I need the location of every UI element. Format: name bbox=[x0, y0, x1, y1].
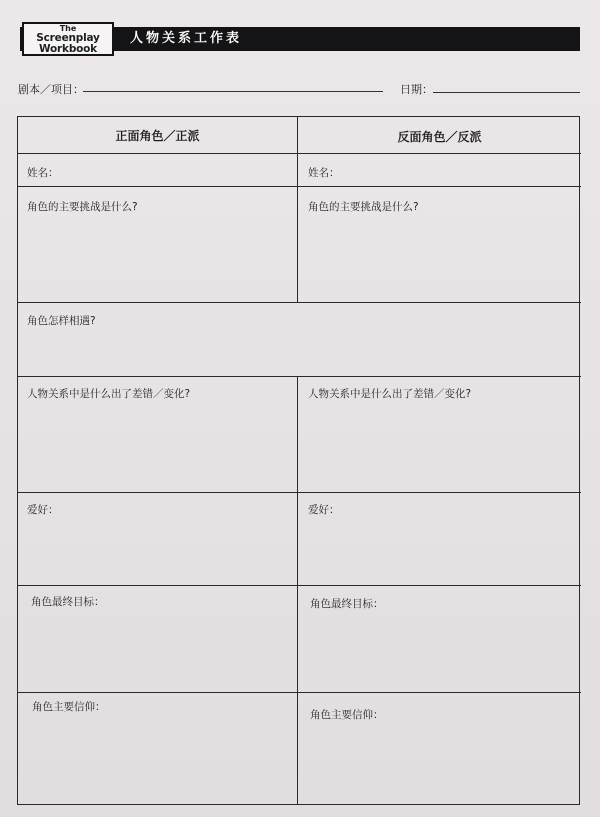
logo-line-2: Screenplay bbox=[36, 32, 100, 44]
screenplay-workbook-logo bbox=[22, 22, 114, 56]
row-divider bbox=[18, 492, 581, 493]
protagonist-goal-field[interactable]: 角色最终目标： bbox=[31, 596, 105, 608]
row-divider bbox=[18, 692, 581, 693]
antagonist-name-field[interactable]: 姓名： bbox=[308, 167, 340, 179]
row-divider bbox=[18, 302, 581, 303]
protagonist-challenge-field[interactable]: 角色的主要挑战是什么? bbox=[27, 201, 138, 213]
antagonist-goal-field[interactable]: 角色最终目标： bbox=[310, 598, 384, 610]
antagonist-challenge-field[interactable]: 角色的主要挑战是什么? bbox=[308, 201, 419, 213]
protagonist-relationship-change-field[interactable]: 人物关系中是什么出了差错／变化? bbox=[27, 388, 191, 400]
page-title: 人物关系工作表 bbox=[130, 31, 243, 46]
row-divider bbox=[18, 186, 581, 187]
antagonist-column-header: 反面角色／反派 bbox=[397, 130, 482, 144]
row-divider bbox=[18, 153, 581, 154]
date-label: 日期： bbox=[400, 83, 433, 96]
logo-line-1: The bbox=[59, 24, 77, 33]
protagonist-column-header: 正面角色／正派 bbox=[115, 129, 200, 143]
protagonist-name-field[interactable]: 姓名： bbox=[27, 167, 59, 179]
antagonist-belief-field[interactable]: 角色主要信仰： bbox=[310, 709, 384, 721]
characters-meet-field[interactable]: 角色怎样相遇? bbox=[27, 315, 96, 327]
relationship-table bbox=[17, 116, 580, 805]
logo-line-3: Workbook bbox=[39, 42, 97, 55]
protagonist-belief-field[interactable]: 角色主要信仰： bbox=[32, 701, 106, 713]
script-field-line[interactable] bbox=[83, 91, 383, 92]
script-label: 剧本／项目： bbox=[18, 83, 84, 96]
protagonist-hobby-field[interactable]: 爱好： bbox=[27, 504, 59, 516]
antagonist-hobby-field[interactable]: 爱好： bbox=[308, 504, 340, 516]
row-divider bbox=[18, 585, 581, 586]
antagonist-relationship-change-field[interactable]: 人物关系中是什么出了差错／变化? bbox=[308, 388, 472, 400]
date-field-line[interactable] bbox=[433, 92, 580, 93]
row-divider bbox=[18, 376, 581, 377]
column-divider bbox=[297, 376, 298, 805]
